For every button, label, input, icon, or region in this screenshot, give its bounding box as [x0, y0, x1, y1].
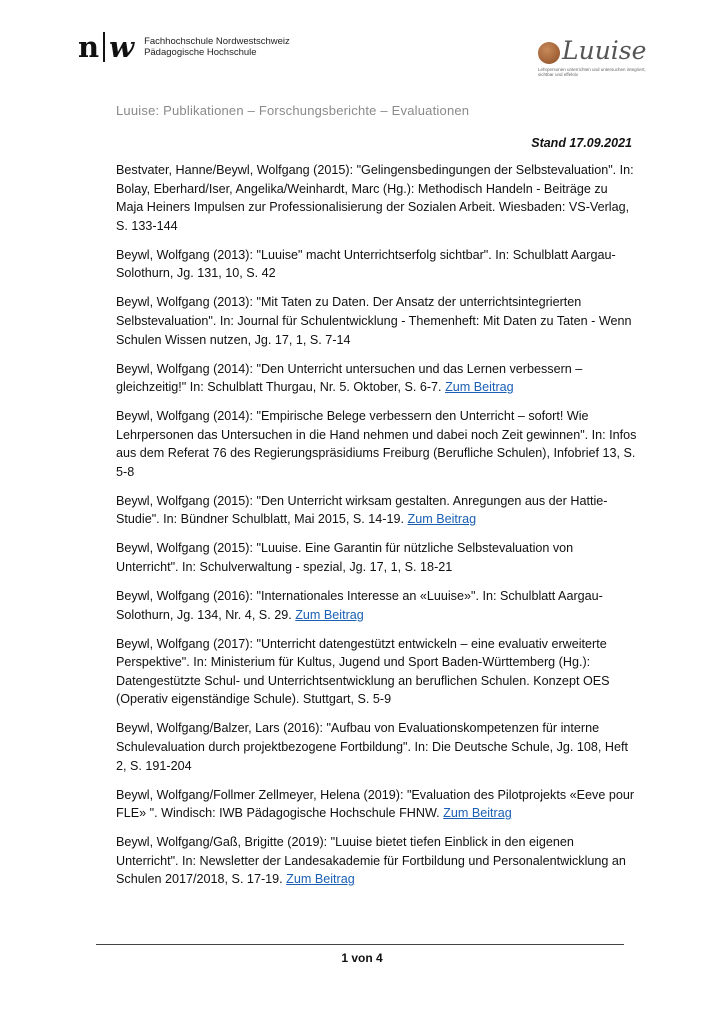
reference-item	[116, 635, 638, 709]
zum-beitrag-link[interactable]: Zum Beitrag	[286, 872, 355, 887]
fhnw-institution-name	[144, 36, 290, 58]
footer-divider	[96, 944, 624, 945]
fhnw-name-line2: Pädagogische Hochschule	[144, 47, 257, 58]
reference-item	[116, 539, 638, 576]
reference-item	[116, 719, 638, 775]
reference-item	[116, 407, 638, 481]
reference-text: Beywl, Wolfgang (2017): "Unterricht datengestützt entwickeln – eine evaluativ erweiterte Perspektive". In: Ministerium für Kultus, Jugend und Sport Baden-Württemberg (Hg.): Datengestützte Schul- und Unterrichtsentwicklung an beruflichen Schulen. Konzept OES (Operativ eigenständige Schule). Stuttgart, S. 5-9	[116, 636, 610, 707]
reference-item	[116, 492, 638, 529]
reference-item	[116, 360, 638, 397]
reference-text: Beywl, Wolfgang (2013): "Luuise" macht Unterrichtserfolg sichtbar". In: Schulblatt Aargau-Solothurn, Jg. 131, 10, S. 42	[116, 247, 616, 281]
reference-text: Beywl, Wolfgang/Follmer Zellmeyer, Helena (2019): "Evaluation des Pilotprojekts «Eeve pour FLE» ". Windisch: IWB Pädagogische Hochschule FHNW.	[116, 787, 635, 821]
reference-item	[116, 587, 638, 624]
page-header	[0, 0, 724, 90]
luuise-logo	[538, 36, 678, 80]
reference-text: Beywl, Wolfgang/Balzer, Lars (2016): "Aufbau von Evaluationskompetenzen für interne Schulevaluation durch projektbezogene Fortbildung". In: Die Deutsche Schule, Jg. 108, Heft 2, S. 191-204	[116, 721, 629, 773]
luuise-tagline: Lehrpersonen unterrichten und untersuchen integriert, sichtbar und effektiv	[538, 67, 646, 78]
reference-item	[116, 833, 638, 889]
zum-beitrag-link[interactable]: Zum Beitrag	[407, 512, 477, 527]
reference-item	[116, 161, 638, 235]
stand-date: Stand 17.09.2021	[531, 136, 632, 150]
luuise-emblem-icon	[538, 42, 560, 64]
fhnw-logo	[78, 30, 290, 64]
luuise-wordmark: Luuise	[562, 36, 647, 65]
reference-text: Beywl, Wolfgang (2016): "Internationales Interesse an «Luuise»". In: Schulblatt Aargau-Solothurn, Jg. 134, Nr. 4, S. 29.	[116, 589, 603, 622]
page-number: 1 von 4	[341, 951, 383, 965]
reference-text: Beywl, Wolfgang (2015): "Den Unterricht wirksam gestalten. Anregungen aus der Hattie-Studie". In: Bündner Schulblatt, Mai 2015, S. 14-19.	[116, 493, 608, 527]
reference-text: Beywl, Wolfgang (2015): "Luuise. Eine Garantin für nützliche Selbstevaluation von Unterricht". In: Schulverwaltung - spezial, Jg. 17, 1, S. 18-21	[116, 541, 574, 575]
reference-text: Beywl, Wolfgang (2014): "Den Unterricht untersuchen und das Lernen verbessern – gleichzeitig!" In: Schulblatt Thurgau, Nr. 5. Oktober, S. 6-7.	[116, 361, 583, 395]
fhnw-mark-w: w	[109, 30, 135, 64]
fhnw-mark-separator	[103, 32, 105, 62]
zum-beitrag-link[interactable]: Zum Beitrag	[443, 806, 512, 821]
reference-text: Beywl, Wolfgang (2014): "Empirische Belege verbessern den Unterricht – sofort! Wie Lehrpersonen das Untersuchen in die Hand nehmen und dabei noch Zeit gewinnen". In: Infos aus dem Referat 76 des Regierungspräsidiums Freiburg (Berufliche Schulen), Infobrief 13, S. 5-8	[116, 409, 637, 479]
reference-item	[116, 246, 638, 283]
reference-item	[116, 293, 638, 349]
reference-item	[116, 786, 638, 823]
zum-beitrag-link[interactable]: Zum Beitrag	[295, 607, 364, 622]
zum-beitrag-link[interactable]: Zum Beitrag	[445, 380, 514, 395]
reference-list	[116, 161, 638, 899]
reference-text: Bestvater, Hanne/Beywl, Wolfgang (2015): "Gelingensbedingungen der Selbstevaluation". In: Bolay, Eberhard/Iser, Angelika/Weinhardt, Marc (Hg.): Methodisch Handeln - Beiträge zu Maja Heiners Impulsen zur Professionalisierung der Sozialen Arbeit. Wiesbaden: VS-Verlag, S. 133-144	[116, 163, 634, 233]
fhnw-mark-n: n	[78, 30, 100, 64]
document-title: Luuise: Publikationen – Forschungsberichte – Evaluationen	[116, 103, 470, 118]
fhnw-name-line1: Fachhochschule Nordwestschweiz	[144, 36, 290, 47]
reference-text: Beywl, Wolfgang/Gaß, Brigitte (2019): "Luuise bietet tiefen Einblick in den eigenen Unterricht". In: Newsletter der Landesakademie für Fortbildung und Personalentwicklung an Schulen 2017/2018, S. 17-19.	[116, 835, 626, 887]
reference-text: Beywl, Wolfgang (2013): "Mit Taten zu Daten. Der Ansatz der unterrichtsintegrierten Selbstevaluation". In: Journal für Schulentwicklung - Themenheft: Mit Daten zu Taten - Wenn Schulen Wissen nutzen, Jg. 17, 1, S. 7-14	[116, 295, 632, 347]
fhnw-mark	[78, 30, 134, 64]
